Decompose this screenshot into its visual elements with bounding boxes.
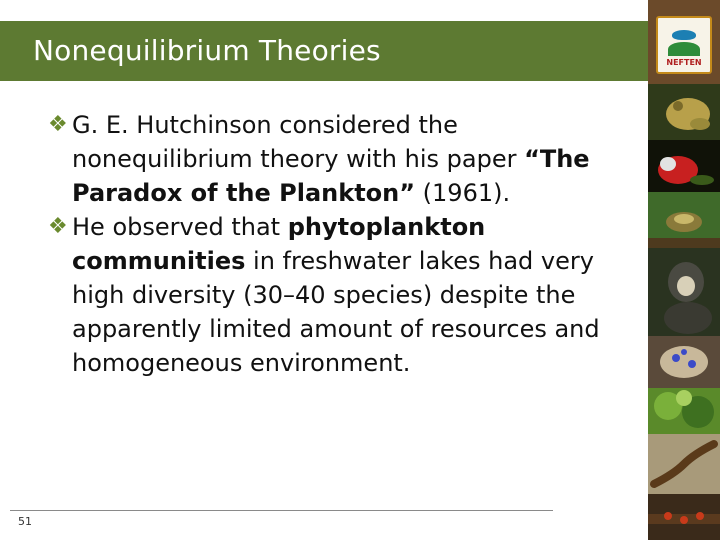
bullet-item (48, 210, 628, 380)
page-number: 51 (18, 515, 32, 528)
bullet-text: (1961). (415, 179, 511, 207)
bullet-diamond-icon: ❖ (48, 214, 68, 239)
salamander-photo (648, 434, 720, 494)
bullet-bold-text: phytoplankton communities (72, 213, 486, 275)
title-divider (0, 82, 648, 84)
canopy-photo (648, 388, 720, 434)
bullet-diamond-icon: ❖ (48, 112, 68, 137)
bullet-item (48, 108, 628, 210)
bullet-text: G. E. Hutchinson considered the nonequilibrium theory with his paper (72, 111, 525, 173)
monkey-photo (648, 248, 720, 336)
ants-photo (648, 494, 720, 540)
image-sidebar (648, 0, 720, 540)
red-frog-photo (648, 140, 720, 192)
slide-body (48, 108, 628, 380)
bullet-bold-text: “The Paradox of the Plankton” (72, 145, 590, 207)
bullet-text: He observed that (72, 213, 288, 241)
slide-title: Nonequilibrium Theories (33, 34, 381, 67)
footer-divider (10, 510, 553, 511)
frog-photo (648, 84, 720, 140)
logo-bird-icon (672, 30, 696, 40)
logo-leaf-icon (668, 42, 700, 56)
octopus-photo (648, 336, 720, 388)
bullet-text: in freshwater lakes had very high diversity (30–40 species) despite the apparently limited amount of resources and homogeneous environment. (72, 247, 600, 377)
logo-text: NEFTEN (666, 58, 702, 67)
title-bar (0, 21, 648, 81)
institute-logo (656, 16, 712, 74)
small-frog-photo (648, 192, 720, 248)
